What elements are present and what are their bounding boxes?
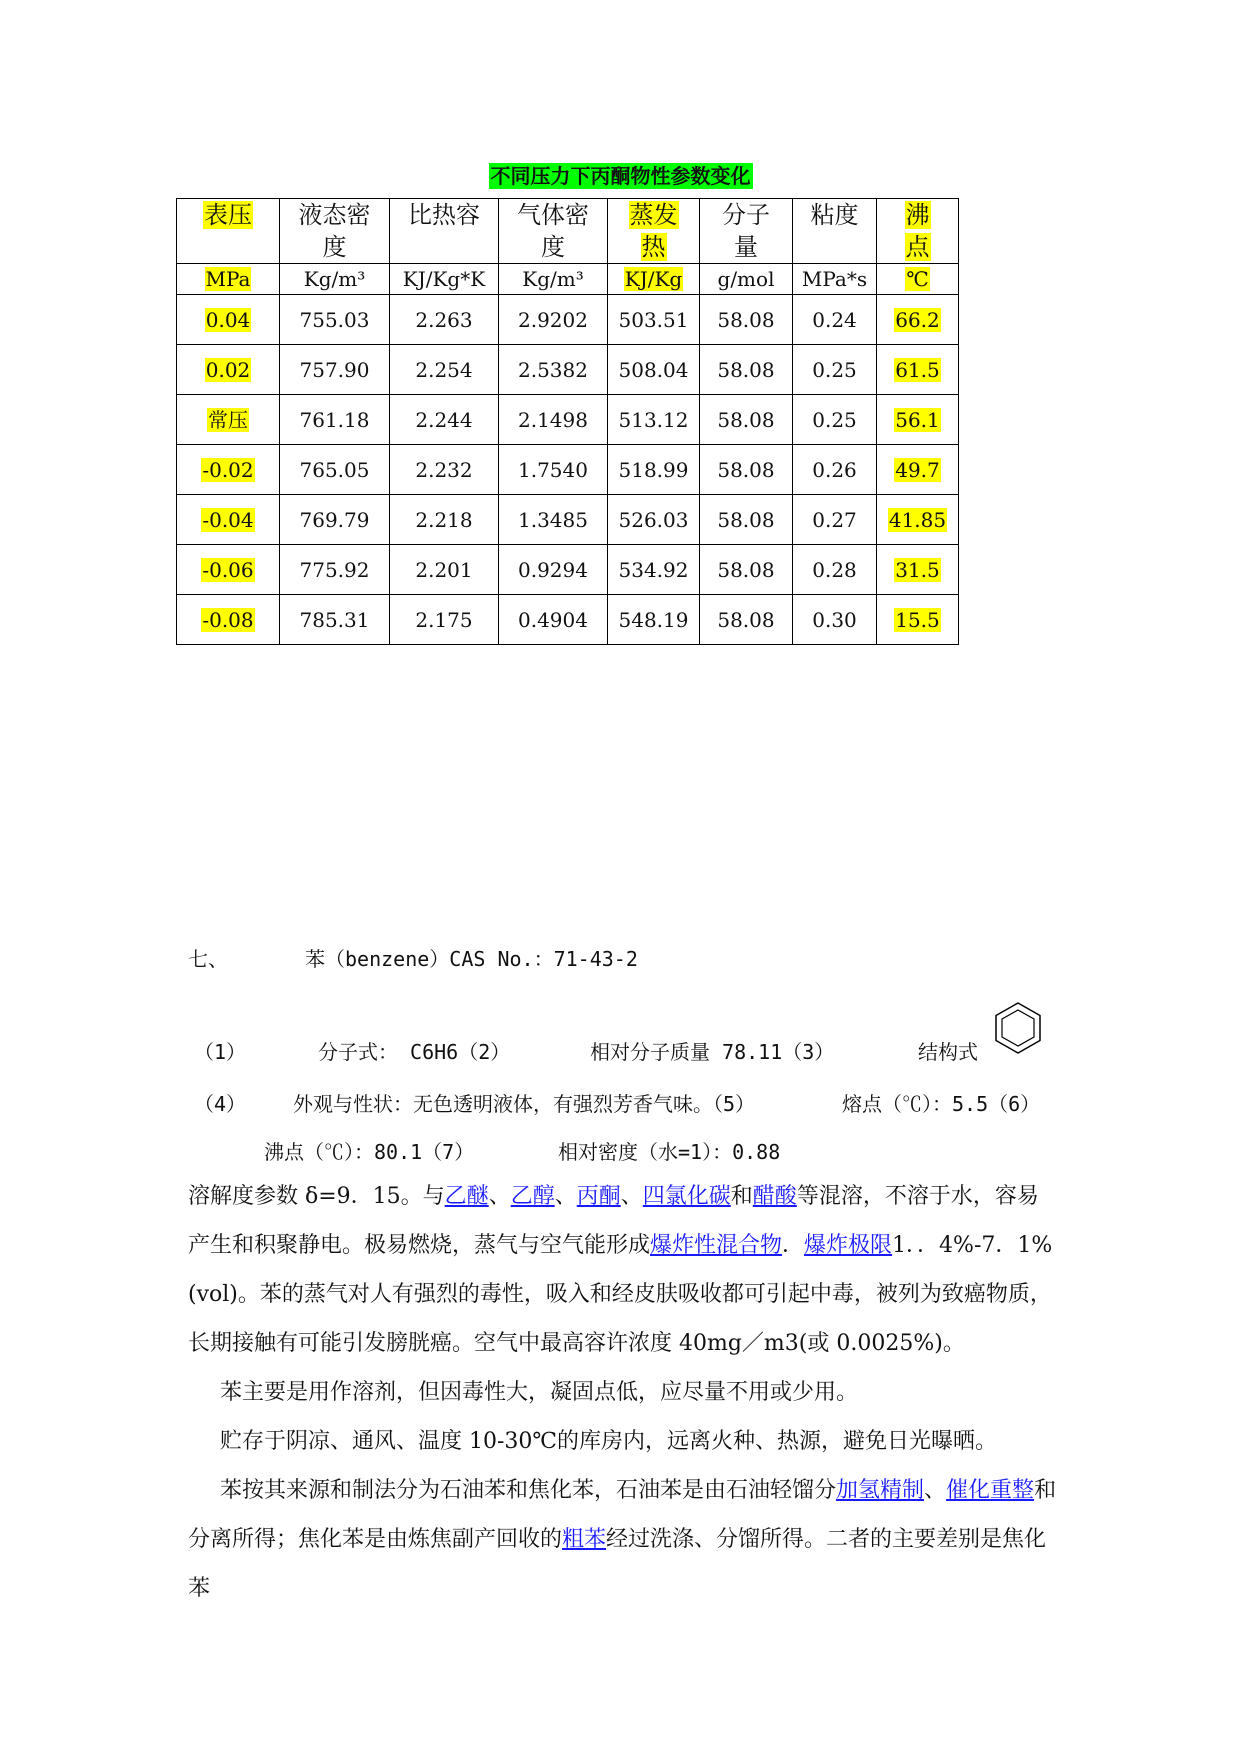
table-row xyxy=(177,545,959,595)
cell-value: 15.5 xyxy=(895,607,940,632)
header-cell xyxy=(177,199,280,264)
cell-value: 0.25 xyxy=(812,357,857,382)
link-ether[interactable]: 乙醚 xyxy=(444,1184,489,1209)
table-cell xyxy=(280,545,390,595)
table-cell xyxy=(877,595,959,645)
cell-value: 31.5 xyxy=(895,557,940,582)
cell-value: 785.31 xyxy=(299,607,370,632)
link-hydrorefining[interactable]: 加氢精制 xyxy=(836,1478,925,1503)
table-cell xyxy=(390,445,499,495)
table-cell xyxy=(390,595,499,645)
table-cell xyxy=(177,445,280,495)
item-1-label: （1） xyxy=(194,1040,247,1064)
cell-value: 2.263 xyxy=(415,307,473,332)
table-cell xyxy=(499,295,608,345)
link-catalytic-reforming[interactable]: 催化重整 xyxy=(946,1478,1035,1503)
cell-value: 1.7540 xyxy=(518,457,588,482)
table-cell xyxy=(793,295,877,345)
header-text: 比热容 xyxy=(408,201,480,229)
cell-value: 0.4904 xyxy=(518,607,588,632)
header-text: 沸 xyxy=(905,201,930,229)
header-cell xyxy=(280,199,390,264)
table-cell xyxy=(499,595,608,645)
table-cell xyxy=(608,545,700,595)
table-cell xyxy=(793,345,877,395)
table-cell xyxy=(877,395,959,445)
table-cell xyxy=(793,395,877,445)
header-text: 热 xyxy=(641,233,666,261)
cell-value: 2.232 xyxy=(415,457,473,482)
table-cell xyxy=(177,495,280,545)
cell-value: 2.244 xyxy=(415,407,473,432)
header-cell xyxy=(700,199,793,264)
table-cell xyxy=(177,595,280,645)
cell-value: 2.5382 xyxy=(518,357,588,382)
cell-value: 769.79 xyxy=(299,507,370,532)
cell-value: 0.25 xyxy=(812,407,857,432)
cell-value: -0.06 xyxy=(202,557,254,582)
table-row xyxy=(177,395,959,445)
cell-value: 0.02 xyxy=(205,357,251,382)
cell-value: 61.5 xyxy=(895,357,940,382)
unit-text: Kg/m³ xyxy=(303,267,366,291)
cell-value: 761.18 xyxy=(299,407,370,432)
molecular-formula: 分子式： C6H6（2） xyxy=(318,1040,511,1064)
unit-text: Kg/m³ xyxy=(522,267,584,291)
cell-value: -0.02 xyxy=(202,457,254,482)
table-cell xyxy=(877,345,959,395)
table-cell xyxy=(177,295,280,345)
cell-value: 58.08 xyxy=(717,307,775,332)
unit-text: KJ/Kg xyxy=(624,267,683,291)
cell-value: 58.08 xyxy=(717,607,775,632)
cell-value: 58.08 xyxy=(717,457,775,482)
cell-value: 508.04 xyxy=(618,357,689,382)
table-row xyxy=(177,345,959,395)
melting-point: 熔点（℃）：5.5（6） xyxy=(842,1092,1041,1116)
table-row xyxy=(177,495,959,545)
table-cell xyxy=(608,445,700,495)
table-cell xyxy=(877,445,959,495)
table-row xyxy=(177,295,959,345)
appearance: 外观与性状：无色透明液体，有强烈芳香气味。（5） xyxy=(293,1092,756,1116)
unit-cell xyxy=(608,264,700,295)
header-cell xyxy=(793,199,877,264)
table-cell xyxy=(499,445,608,495)
molecular-mass: 相对分子质量 78.11（3） xyxy=(590,1040,835,1064)
table-cell xyxy=(177,345,280,395)
table-cell xyxy=(499,345,608,395)
cell-value: 58.08 xyxy=(717,557,775,582)
header-text: 蒸发 xyxy=(629,201,678,229)
header-text: 表压 xyxy=(204,201,252,229)
link-ethanol[interactable]: 乙醇 xyxy=(510,1184,555,1209)
table-cell xyxy=(280,495,390,545)
table-cell xyxy=(390,495,499,545)
table-cell xyxy=(700,595,793,645)
unit-text: g/mol xyxy=(717,267,775,291)
cell-value: 0.04 xyxy=(205,307,251,332)
table-cell xyxy=(280,345,390,395)
header-cell xyxy=(390,199,499,264)
unit-row xyxy=(177,264,959,295)
cell-value: 0.9294 xyxy=(518,557,588,582)
paragraph-usage: 苯主要是用作溶剂，但因毒性大，凝固点低，应尽量不用或少用。 xyxy=(220,1380,859,1405)
header-cell xyxy=(608,199,700,264)
table-cell xyxy=(608,395,700,445)
table-cell xyxy=(793,595,877,645)
cell-value: 0.30 xyxy=(812,607,857,632)
cell-value: 41.85 xyxy=(888,507,947,532)
header-cell xyxy=(499,199,608,264)
paragraph-sources: 苯按其来源和制法分为石油苯和焦化苯，石油苯是由石油轻馏分加氢精制、催化重整和分离所得；焦化苯是由炼焦副产回收的粗苯经过洗涤、分馏所得。二者的主要差别是焦化苯 xyxy=(188,1478,1057,1601)
cell-value: 0.27 xyxy=(812,507,857,532)
cell-value: 534.92 xyxy=(618,557,689,582)
header-text: 量 xyxy=(734,233,758,261)
section-heading: 苯（benzene）CAS No.：71-43-2 xyxy=(305,947,638,971)
header-text: 度 xyxy=(322,233,347,261)
table-cell xyxy=(700,295,793,345)
cell-value: 58.08 xyxy=(717,357,775,382)
link-carbon-tetrachloride[interactable]: 四氯化碳 xyxy=(642,1184,731,1209)
cell-value: 49.7 xyxy=(895,457,940,482)
unit-text: KJ/Kg*K xyxy=(402,267,486,291)
cell-value: 2.9202 xyxy=(518,307,588,332)
table-cell xyxy=(280,595,390,645)
cell-value: 58.08 xyxy=(717,507,775,532)
table-cell xyxy=(793,495,877,545)
table-cell xyxy=(877,295,959,345)
unit-cell xyxy=(177,264,280,295)
unit-text: ℃ xyxy=(906,267,929,291)
relative-density: 相对密度（水=1）：0.88 xyxy=(558,1140,781,1164)
link-acetic-acid[interactable]: 醋酸 xyxy=(752,1184,797,1209)
cell-value: 2.254 xyxy=(415,357,473,382)
table-cell xyxy=(177,395,280,445)
paragraph-storage: 贮存于阴凉、通风、温度 10-30℃的库房内，远离火种、热源，避免日光曝晒。 xyxy=(220,1429,998,1454)
cell-value: 526.03 xyxy=(618,507,689,532)
header-text: 分子 xyxy=(722,201,770,229)
table-cell xyxy=(608,295,700,345)
cell-value: -0.08 xyxy=(202,607,254,632)
cell-value: 66.2 xyxy=(895,307,940,332)
cell-value: 56.1 xyxy=(895,407,940,432)
cell-value: 2.201 xyxy=(415,557,473,582)
cell-value: 0.28 xyxy=(812,557,857,582)
acetone-properties-table xyxy=(176,198,959,645)
table-cell xyxy=(793,545,877,595)
cell-value: -0.04 xyxy=(202,507,254,532)
unit-cell xyxy=(280,264,390,295)
table-cell xyxy=(280,395,390,445)
table-cell xyxy=(608,595,700,645)
header-text: 气体密 xyxy=(517,201,589,229)
table-cell xyxy=(177,545,280,595)
cell-value: 0.24 xyxy=(812,307,857,332)
table-cell xyxy=(390,295,499,345)
cell-value: 503.51 xyxy=(618,307,689,332)
header-cell xyxy=(877,199,959,264)
cell-value: 513.12 xyxy=(618,407,689,432)
table-cell xyxy=(390,395,499,445)
cell-value: 1.3485 xyxy=(518,507,588,532)
body-text xyxy=(188,1172,1058,1613)
table-cell xyxy=(280,295,390,345)
table-row xyxy=(177,445,959,495)
header-text: 粘度 xyxy=(810,201,859,229)
table-cell xyxy=(390,345,499,395)
cell-value: 2.218 xyxy=(415,507,473,532)
link-acetone[interactable]: 丙酮 xyxy=(576,1184,621,1209)
unit-text: MPa*s xyxy=(801,267,868,291)
table-cell xyxy=(280,445,390,495)
cell-value: 常压 xyxy=(208,407,248,432)
table-title: 不同压力下丙酮物性参数变化 xyxy=(490,164,751,188)
unit-cell xyxy=(877,264,959,295)
cell-value: 757.90 xyxy=(299,357,370,382)
cell-value: 0.26 xyxy=(812,457,857,482)
benzene-ring-icon xyxy=(990,1000,1046,1056)
item-4-label: （4） xyxy=(194,1092,247,1116)
section-number: 七、 xyxy=(188,947,228,971)
table-cell xyxy=(877,545,959,595)
link-explosive-mixture[interactable]: 爆炸性混合物 xyxy=(650,1233,783,1258)
table-cell xyxy=(700,395,793,445)
header-text: 度 xyxy=(541,233,565,261)
cell-value: 755.03 xyxy=(299,307,370,332)
table-cell xyxy=(499,495,608,545)
structure-label: 结构式 xyxy=(918,1040,978,1064)
unit-cell xyxy=(499,264,608,295)
table-cell xyxy=(700,545,793,595)
cell-value: 518.99 xyxy=(618,457,689,482)
table-cell xyxy=(390,545,499,595)
table-row xyxy=(177,595,959,645)
table-cell xyxy=(700,345,793,395)
unit-cell xyxy=(793,264,877,295)
table-cell xyxy=(700,495,793,545)
link-explosion-limit[interactable]: 爆炸极限 xyxy=(804,1233,893,1258)
table-cell xyxy=(608,495,700,545)
paragraph-solubility: 溶解度参数 δ=9．15。与乙醚、乙醇、丙酮、四氯化碳和醋酸等混溶，不溶于水，容易产生和积聚静电。极易燃烧，蒸气与空气能形成爆炸性混合物．爆炸极限1．．4%-7．1%(vol)。苯的蒸气对人有强烈的毒性，吸入和经皮肤吸收都可引起中毒，被列为致癌物质，长期接触有可能引发膀胱癌。空气中最高容许浓度 40mg／m3(或 0.0025%)。 xyxy=(188,1184,1053,1356)
header-text: 点 xyxy=(905,233,930,261)
header-text: 液态密 xyxy=(298,201,371,229)
table-cell xyxy=(499,545,608,595)
unit-cell xyxy=(390,264,499,295)
cell-value: 58.08 xyxy=(717,407,775,432)
table-cell xyxy=(608,345,700,395)
table-cell xyxy=(499,395,608,445)
table-cell xyxy=(877,495,959,545)
unit-text: MPa xyxy=(205,267,251,291)
cell-value: 548.19 xyxy=(618,607,689,632)
boiling-point: 沸点（℃）：80.1（7） xyxy=(264,1140,475,1164)
header-row xyxy=(177,199,959,264)
table-cell xyxy=(793,445,877,495)
cell-value: 775.92 xyxy=(299,557,370,582)
link-crude-benzene[interactable]: 粗苯 xyxy=(562,1527,607,1552)
unit-cell xyxy=(700,264,793,295)
cell-value: 2.175 xyxy=(415,607,473,632)
cell-value: 2.1498 xyxy=(518,407,588,432)
cell-value: 765.05 xyxy=(299,457,370,482)
table-cell xyxy=(700,445,793,495)
